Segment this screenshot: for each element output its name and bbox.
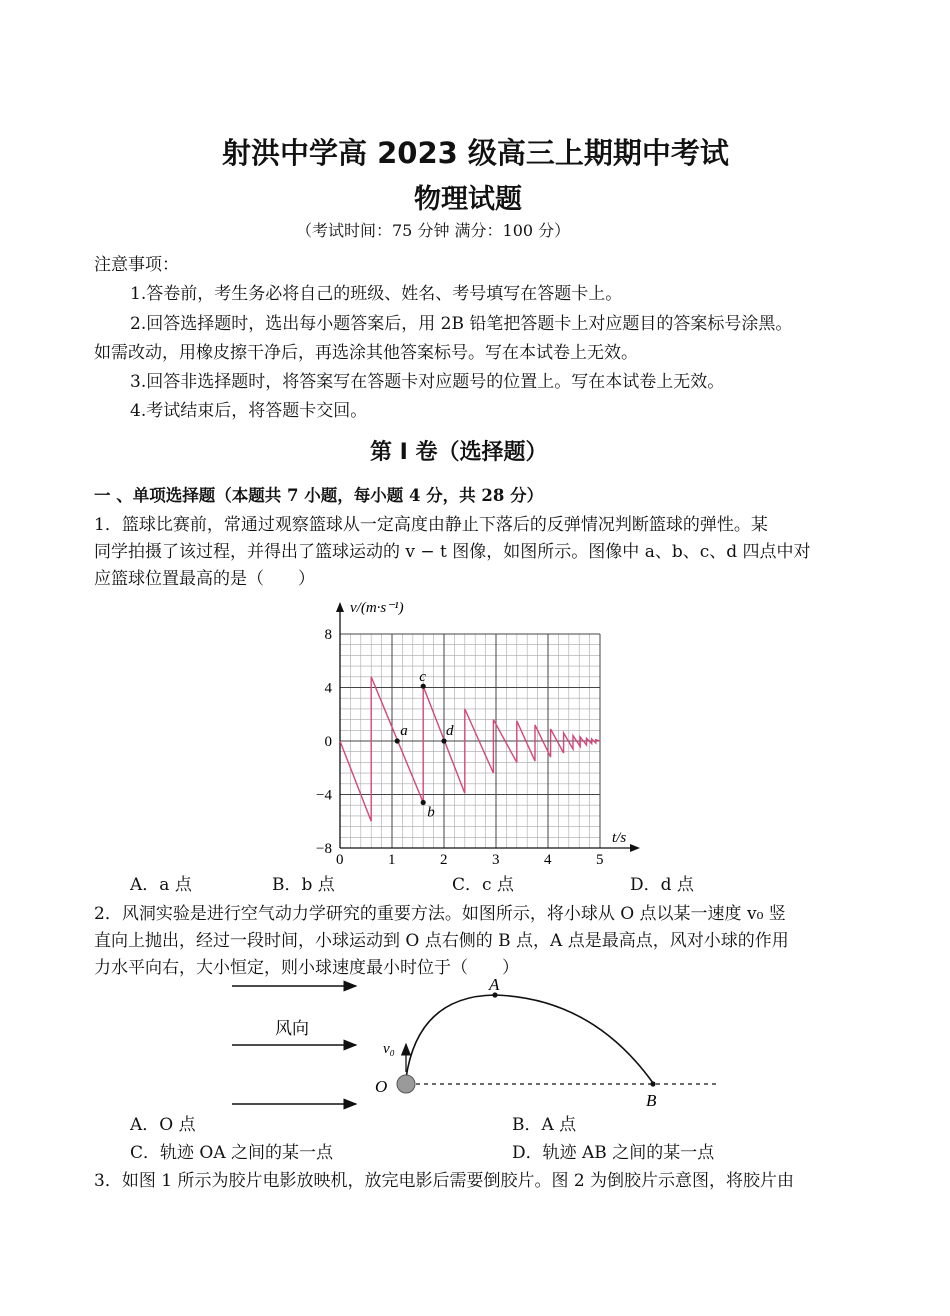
point-a-label: a bbox=[400, 723, 408, 739]
x-tick-label: 3 bbox=[492, 852, 500, 868]
section-title: 第 I 卷（选择题） bbox=[370, 440, 548, 465]
y-tick-label: −8 bbox=[316, 841, 332, 857]
x-axis-arrow bbox=[630, 844, 640, 852]
v0-label: v₀ bbox=[383, 1041, 395, 1057]
q1-line: 同学拍摄了该过程，并得出了篮球运动的 v − t 图像，如图所示。图像中 a、b、c、d 四点中对 bbox=[94, 542, 811, 562]
note-item: 如需改动，用橡皮擦干净后，再选涂其他答案标号。写在本试卷上无效。 bbox=[94, 343, 638, 363]
x-tick-label: 5 bbox=[596, 852, 604, 868]
x-tick-label: 1 bbox=[388, 852, 396, 868]
q2-option-d[interactable]: D．轨迹 AB 之间的某一点 bbox=[512, 1143, 715, 1163]
note-item: 4.考试结束后，将答题卡交回。 bbox=[130, 401, 368, 421]
subject-title: 物理试题 bbox=[414, 184, 522, 215]
point-a-marker bbox=[395, 738, 400, 743]
wind-tunnel-figure bbox=[220, 976, 740, 1114]
wind-direction-label: 风向 bbox=[275, 1019, 309, 1038]
point-b-label: b bbox=[427, 804, 435, 821]
q3-line: 3．如图 1 所示为胶片电影放映机，放完电影后需要倒胶片。图 2 为倒胶片示意图，将胶片由 bbox=[94, 1171, 795, 1191]
q2-option-b[interactable]: B．A 点 bbox=[512, 1115, 577, 1135]
point-b-marker bbox=[421, 800, 426, 805]
q2-line: 力水平向右，大小恒定，则小球速度最小时位于（ ） bbox=[94, 958, 519, 978]
chart-points bbox=[395, 669, 454, 820]
vt-chart bbox=[300, 590, 650, 880]
y-axis-label: v/(m·s⁻¹) bbox=[350, 600, 404, 616]
part-heading: 一 、单项选择题（本题共 7 小题，每小题 4 分，共 28 分） bbox=[94, 486, 544, 505]
y-axis-arrow bbox=[336, 602, 344, 612]
point-A-label: A bbox=[489, 976, 500, 994]
school-title: 射洪中学高 2023 级高三上期期中考试 bbox=[222, 136, 729, 170]
q2-line: 直向上抛出，经过一段时间，小球运动到 O 点右侧的 B 点，A 点是最高点，风对小球的作用 bbox=[94, 931, 789, 951]
note-item: 2.回答选择题时，选出每小题答案后，用 2B 铅笔把答题卡上对应题目的答案标号涂黑。 bbox=[130, 314, 793, 334]
q1-line: 应篮球位置最高的是（ ） bbox=[94, 569, 315, 589]
q2-line: 2．风洞实验是进行空气动力学研究的重要方法。如图所示，将小球从 O 点以某一速度 v₀ 竖 bbox=[94, 904, 786, 924]
ball-icon bbox=[397, 1075, 415, 1093]
q1-option-c[interactable]: C．c 点 bbox=[452, 875, 514, 895]
y-tick-label: 0 bbox=[324, 734, 332, 750]
q1-option-b[interactable]: B．b 点 bbox=[272, 875, 335, 895]
note-item: 3.回答非选择题时，将答案写在答题卡对应题号的位置上。写在本试卷上无效。 bbox=[130, 372, 725, 392]
exam-time-info: （考试时间：75 分钟 满分：100 分） bbox=[296, 221, 571, 240]
q2-option-a[interactable]: A．O 点 bbox=[130, 1115, 196, 1135]
x-tick-label: 4 bbox=[544, 852, 552, 868]
x-tick-label: 0 bbox=[336, 852, 344, 868]
q1-line: 1．篮球比赛前，常通过观察篮球从一定高度由静止下落后的反弹情况判断篮球的弹性。某 bbox=[94, 515, 768, 535]
y-tick-label: 4 bbox=[324, 680, 332, 697]
point-c-label: c bbox=[419, 669, 426, 686]
q2-option-c[interactable]: C．轨迹 OA 之间的某一点 bbox=[130, 1143, 334, 1163]
q1-option-a[interactable]: A．a 点 bbox=[130, 875, 192, 895]
x-tick-label: 2 bbox=[440, 852, 448, 868]
notes-heading: 注意事项： bbox=[94, 255, 179, 275]
point-d-marker bbox=[441, 738, 446, 743]
point-O-label: O bbox=[375, 1077, 388, 1096]
y-tick-label: −4 bbox=[316, 787, 332, 804]
note-item: 1.答卷前，考生务必将自己的班级、姓名、考号填写在答题卡上。 bbox=[130, 284, 623, 304]
x-axis-label: t/s bbox=[612, 830, 627, 846]
point-d-label: d bbox=[446, 723, 454, 739]
point-B-label: B bbox=[646, 1091, 657, 1110]
q1-option-d[interactable]: D．d 点 bbox=[630, 875, 694, 895]
y-tick-label: 8 bbox=[324, 627, 332, 643]
